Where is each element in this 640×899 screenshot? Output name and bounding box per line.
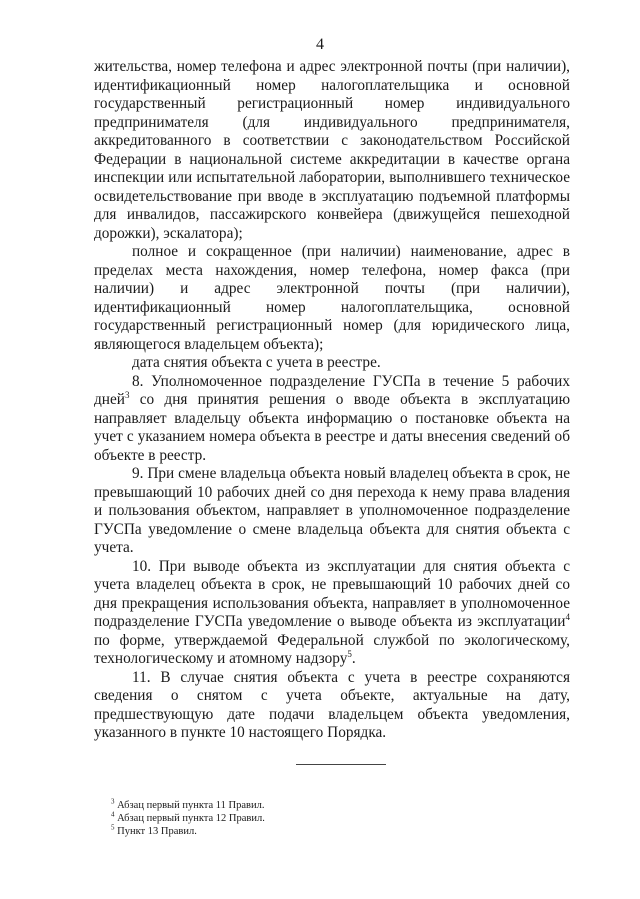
footnote-mark: 5 [111,823,115,832]
document-body [94,58,570,743]
footnote-ref-5: 5 [347,648,352,659]
footnote-text: Пункт 13 Правил. [114,826,197,837]
paragraph-item-8-text-b: со дня принятия решения о вводе объекта в эксплуатацию направляет владельцу объекта информацию о постановке объекта на учет с указанием номера объекта в реестре и даты внесения сведений об объекте в реестр. [94,391,570,464]
paragraph-item-8-text-a: 8. Уполномоченное подразделение ГУСПа в течение 5 рабочих дней [94,372,570,408]
footnotes [111,799,491,838]
footnote-4 [111,812,491,825]
paragraph-legal-entity-details: полное и сокращенное (при наличии) наименование, адрес в пределах места нахождения, номер телефона, номер факса (при наличии) и адрес электронной почты (при наличии), идентификационный номер налогоплательщика, основной государственный регистрационный номер (для юридического лица, являющегося владельцем объекта); [94,243,570,353]
paragraph-item-11: 11. В случае снятия объекта с учета в реестре сохраняются сведения о снятом с учета объекте, актуальные на дату, предшествующую дате подачи владельцем объекта уведомления, указанного в пункте 10 настоящего Порядка. [94,668,570,741]
paragraph-item-10 [94,558,570,669]
paragraph-deregistration-date: дата снятия объекта с учета в реестре. [132,354,381,371]
footnote-separator [296,764,386,765]
footnote-text: Абзац первый пункта 11 Правил. [114,800,265,811]
paragraph-item-10-text-b: по форме, утверждаемой Федеральной службой по экологическому, технологическому и атомному надзору [94,631,570,667]
footnote-ref-3: 3 [124,389,130,400]
footnote-mark: 4 [111,810,115,819]
footnote-5 [111,825,491,838]
footnote-ref-4: 4 [565,611,570,622]
paragraph-item-9: 9. При смене владельца объекта новый владелец объекта в срок, не превышающий 10 рабочих дней со дня перехода к нему права владения и пользования объектом, направляет в уполномоченное подразделение ГУСПа уведомление о смене владельца объекта для снятия объекта с учета. [94,465,570,556]
footnote-3 [111,799,491,812]
paragraph-item-10-text-a: 10. При выводе объекта из эксплуатации для снятия объекта с учета владелец объекта в срок, не превышающий 10 рабочих дней со дня прекращения использования объекта, направляет в уполномоченное подразделение ГУСПа уведомление о выводе объекта из эксплуатации [94,557,570,630]
paragraph-item-8 [94,373,570,466]
page-number: 4 [316,36,324,53]
footnote-mark: 3 [111,797,115,806]
paragraph-owner-details-continued: жительства, номер телефона и адрес электронной почты (при наличии), идентификационный номер налогоплательщика и основной государственный регистрационный номер индивидуального предпринимателя (для индивидуального предпринимателя, аккредитованного в соответствии с законодательством Российской Федерации в национальной системе аккредитации в качестве органа инспекции или испытательной лаборатории, выполнившего техническое освидетельствование при вводе в эксплуатацию подъемной платформы для инвалидов, пассажирского конвейера (движущейся пешеходной дорожки), эскалатора); [94,58,570,242]
footnote-text: Абзац первый пункта 12 Правил. [114,813,265,824]
paragraph-item-10-text-c: . [351,650,356,667]
